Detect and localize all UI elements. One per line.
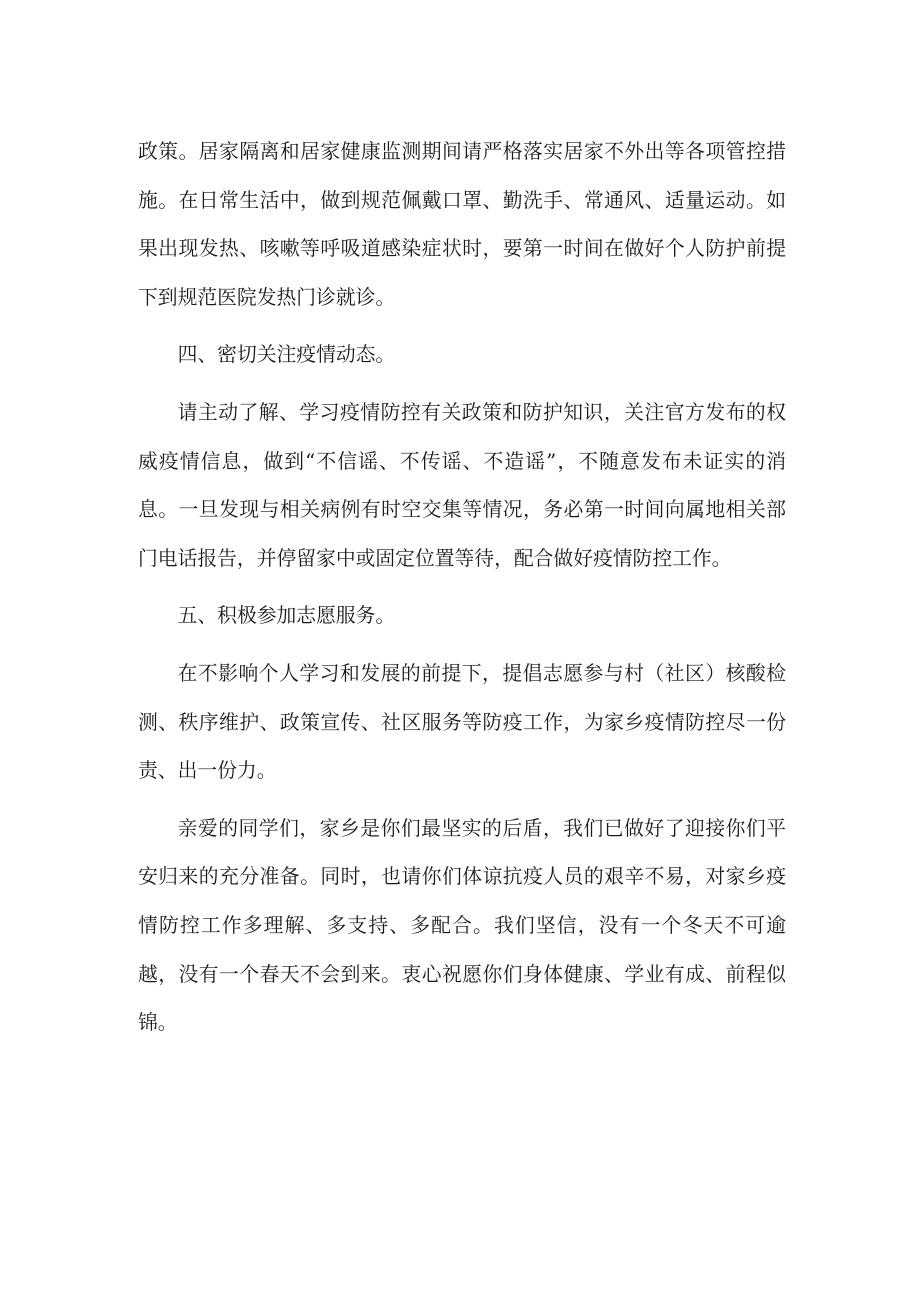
paragraph-epidemic-info: 请主动了解、学习疫情防控有关政策和防护知识，关注官方发布的权威疫情信息，做到“不信谣、不传谣、不造谣”，不随意发布未证实的消息。一旦发现与相关病例有时空交集等情况，务必第一时间向属地相关部门电话报告，并停留家中或固定位置等待，配合做好疫情防控工作。: [138, 400, 786, 570]
paragraph-continuation: 政策。居家隔离和居家健康监测期间请严格落实居家不外出等各项管控措施。在日常生活中，做到规范佩戴口罩、勤洗手、常通风、适量运动。如果出现发热、咳嗽等呼吸道感染症状时，要第一时间在做好个人防护前提下到规范医院发热门诊就诊。: [138, 140, 786, 309]
section-heading-five: 五、积极参加志愿服务。: [177, 604, 396, 628]
document-body: [138, 128, 786, 1057]
section-heading-four: 四、密切关注疫情动态。: [177, 343, 396, 367]
paragraph-volunteer: 在不影响个人学习和发展的前提下，提倡志愿参与村（社区）核酸检测、秩序维护、政策宣传、社区服务等防疫工作，为家乡疫情防控尽一份责、出一份力。: [138, 661, 786, 783]
paragraph-closing: 亲爱的同学们，家乡是你们最坚实的后盾，我们已做好了迎接你们平安归来的充分准备。同时，也请你们体谅抗疫人员的艰辛不易，对家乡疫情防控工作多理解、多支持、多配合。我们坚信，没有一个冬天不可逾越，没有一个春天不会到来。衷心祝愿你们身体健康、学业有成、前程似锦。: [138, 816, 786, 1035]
